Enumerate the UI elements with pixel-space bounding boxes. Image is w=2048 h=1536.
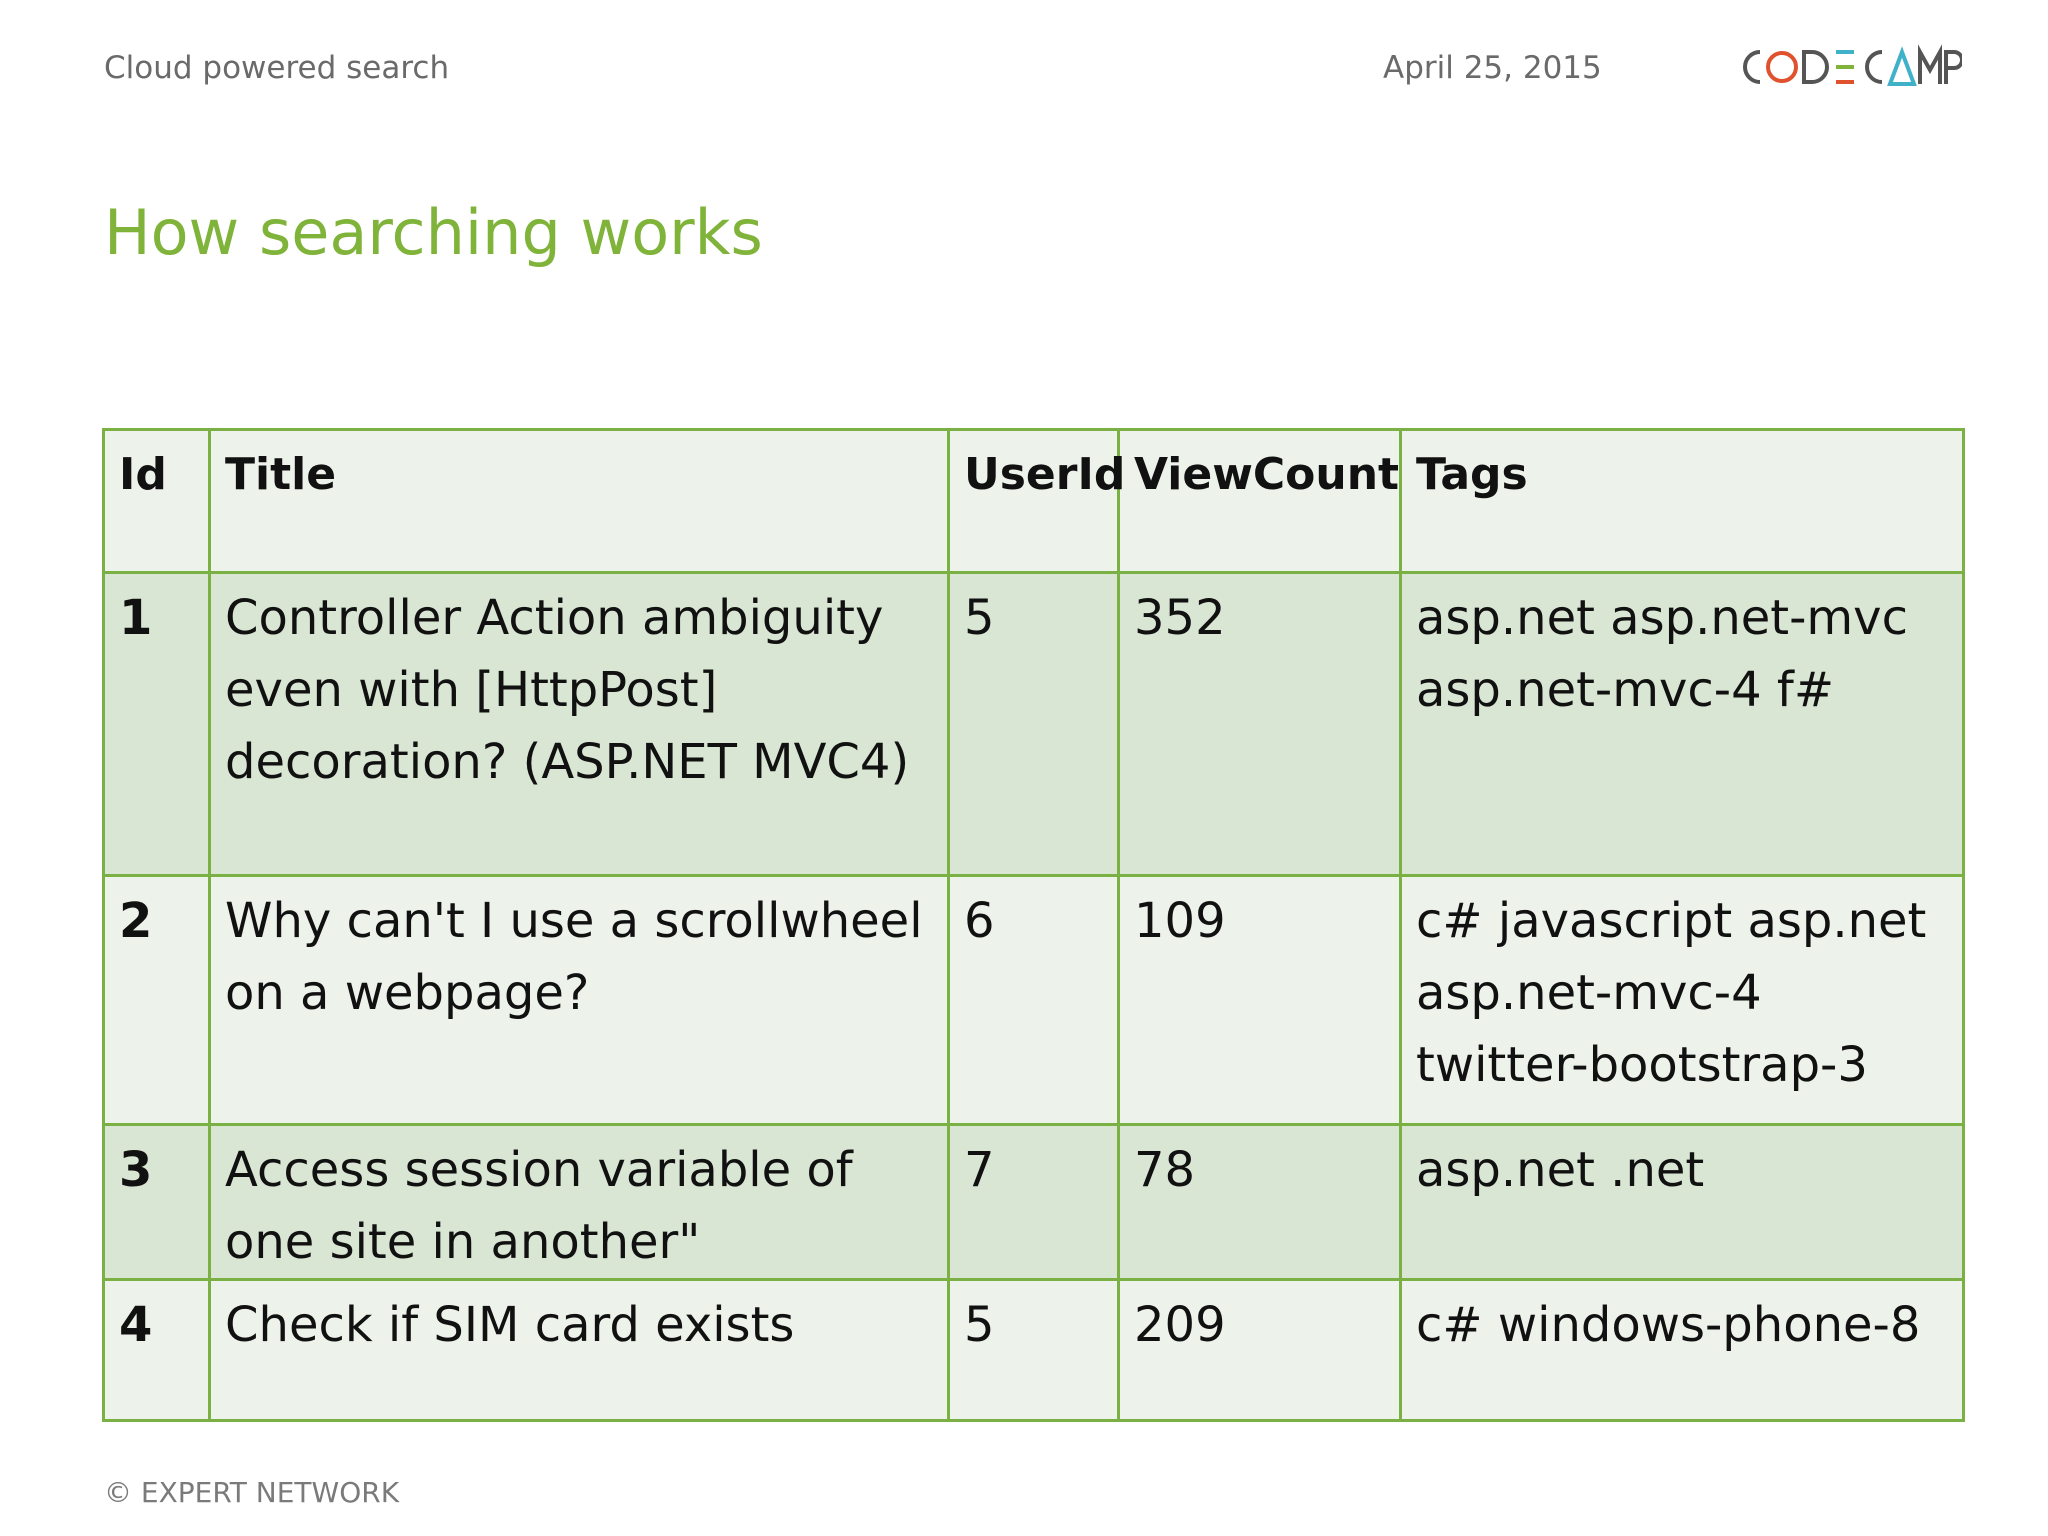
presentation-date: April 25, 2015 <box>1383 50 1602 86</box>
cell-userid: 6 <box>949 876 1119 1125</box>
column-header-viewcount: ViewCount <box>1119 430 1401 573</box>
table-row <box>104 1125 1964 1280</box>
table-row <box>104 573 1964 876</box>
table-row <box>104 1280 1964 1421</box>
codecamp-logo <box>1732 42 1962 92</box>
column-header-userid: UserId <box>949 430 1119 573</box>
slide-title: How searching works <box>104 196 763 269</box>
cell-tags: c# javascript asp.net asp.net-mvc-4 twitter-bootstrap-3 <box>1401 876 1964 1125</box>
column-header-id: Id <box>104 430 210 573</box>
footer-copyright: © EXPERT NETWORK <box>104 1476 400 1509</box>
cell-title: Check if SIM card exists <box>210 1280 949 1421</box>
cell-viewcount: 109 <box>1119 876 1401 1125</box>
cell-title: Access session variable of one site in another" <box>210 1125 949 1280</box>
cell-id: 1 <box>104 573 210 876</box>
column-header-title: Title <box>210 430 949 573</box>
cell-tags: c# windows-phone-8 <box>1401 1280 1964 1421</box>
table-row <box>104 876 1964 1125</box>
cell-userid: 5 <box>949 573 1119 876</box>
posts-table <box>102 428 1965 1422</box>
cell-title: Why can't I use a scrollwheel on a webpage? <box>210 876 949 1125</box>
cell-id: 2 <box>104 876 210 1125</box>
cell-tags: asp.net asp.net-mvc asp.net-mvc-4 f# <box>1401 573 1964 876</box>
cell-viewcount: 78 <box>1119 1125 1401 1280</box>
table-header-row <box>104 430 1964 573</box>
cell-tags: asp.net .net <box>1401 1125 1964 1280</box>
cell-id: 3 <box>104 1125 210 1280</box>
cell-title: Controller Action ambiguity even with [HttpPost] decoration? (ASP.NET MVC4) <box>210 573 949 876</box>
cell-userid: 7 <box>949 1125 1119 1280</box>
cell-viewcount: 352 <box>1119 573 1401 876</box>
cell-id: 4 <box>104 1280 210 1421</box>
cell-viewcount: 209 <box>1119 1280 1401 1421</box>
column-header-tags: Tags <box>1401 430 1964 573</box>
cell-userid: 5 <box>949 1280 1119 1421</box>
presentation-title: Cloud powered search <box>104 50 450 86</box>
